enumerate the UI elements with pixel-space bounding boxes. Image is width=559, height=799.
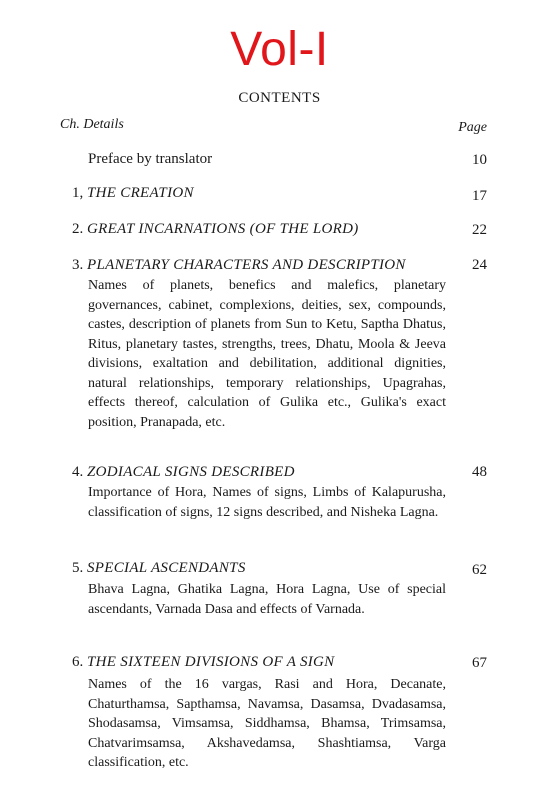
- chapter-number: 3.: [72, 257, 84, 273]
- entry-page-number: 24: [472, 257, 487, 273]
- entry-title: [72, 463, 295, 481]
- entry-title: [88, 150, 212, 168]
- chapter-title: THE SIXTEEN DIVISIONS OF A SIGN: [87, 654, 335, 670]
- volume-title: Vol-I: [230, 23, 329, 76]
- entry-page-number: 22: [472, 222, 487, 238]
- chapter-number: 4.: [72, 464, 84, 480]
- chapter-number: 1,: [72, 185, 84, 201]
- entry-title: [72, 184, 194, 202]
- entry-page-number: 10: [472, 152, 487, 168]
- chapter-description: Importance of Hora, Names of signs, Limbs of Kalapurusha, classification of signs, 12 signs described, and Nisheka Lagna.: [88, 485, 446, 520]
- chapter-title: GREAT INCARNATIONS (OF THE LORD): [87, 221, 359, 237]
- entry-title-text: Preface by translator: [88, 151, 213, 167]
- entry-page-number: 48: [472, 464, 487, 480]
- entry-page-number: 62: [472, 562, 487, 578]
- entry-title: [72, 256, 406, 274]
- chapter-description: Bhava Lagna, Ghatika Lagna, Hora Lagna, Use of special ascendants, Varnada Dasa and effects of Varnada.: [88, 582, 446, 617]
- column-header-page: Page: [458, 120, 487, 135]
- chapter-number: 6.: [72, 654, 84, 670]
- entry-title: [72, 653, 334, 671]
- chapter-description: Names of the 16 vargas, Rasi and Hora, Decanate, Chaturthamsa, Sapthamsa, Navamsa, Dasamsa, Dvadasamsa, Shodasamsa, Vimsamsa, Siddhamsa, Bhamsa, Trimsamsa, Chatvarimsamsa, Akshavedamsa, Shashtiamsa, Varga classification, etc.: [88, 677, 446, 770]
- entry-title: [72, 559, 246, 577]
- chapter-title: ZODIACAL SIGNS DESCRIBED: [87, 464, 295, 480]
- column-header-details: Ch. Details: [60, 117, 124, 132]
- chapter-number: 2.: [72, 221, 84, 237]
- contents-heading: CONTENTS: [238, 90, 321, 106]
- chapter-title: PLANETARY CHARACTERS AND DESCRIPTION: [87, 257, 406, 273]
- chapter-title: THE CREATION: [87, 185, 194, 201]
- chapter-number: 5.: [72, 560, 84, 576]
- entry-page-number: 67: [472, 655, 487, 671]
- entry-title: [72, 220, 359, 238]
- chapter-title: SPECIAL ASCENDANTS: [87, 560, 246, 576]
- chapter-description: Names of planets, benefics and malefics, planetary governances, cabinet, complexions, deities, sex, compounds, castes, description of planets from Sun to Ketu, Saptha Dhatus, Ritus, planetary tastes, strengths, trees, Dhatu, Moola & Jeeva divisions, exaltation and debilitation, additional dignities, natural relationships, temporary relationships, Upagrahas, effects thereof, calculation of Gulika etc., Gulika's exact position, Pranapada, etc.: [88, 278, 446, 430]
- entry-page-number: 17: [472, 188, 487, 204]
